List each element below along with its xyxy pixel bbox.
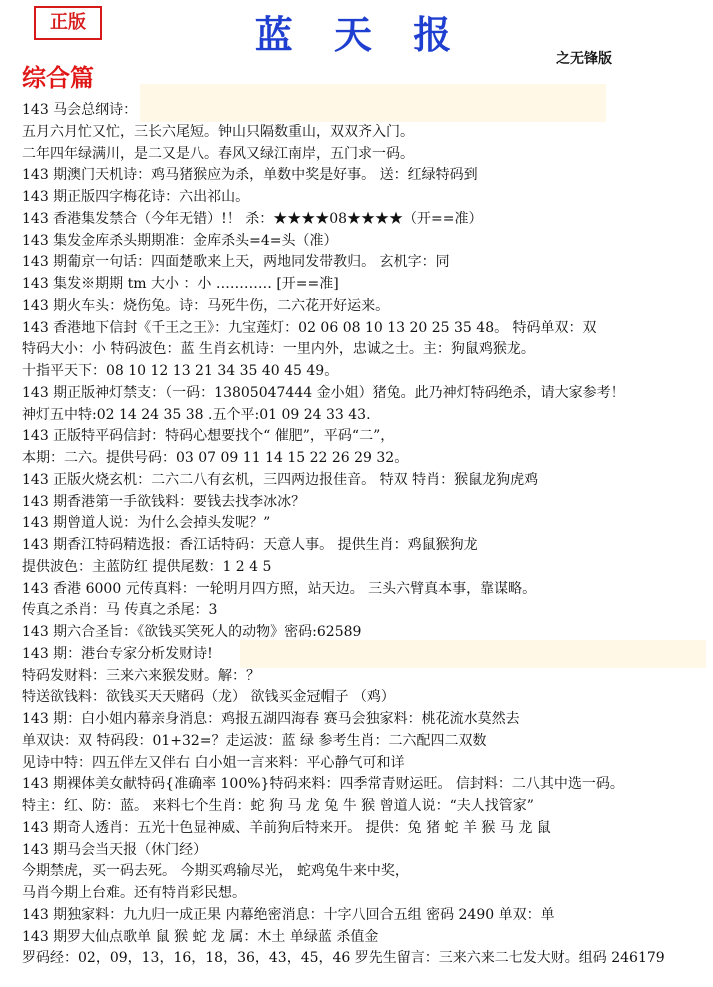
text-line: 提供波色：主蓝防红 提供尾数：1 2 4 5 — [22, 558, 272, 575]
text-line: 特主：红、防：蓝。 来料七个生肖：蛇 狗 马 龙 兔 牛 猴 曾道人说：“夫人找管家” — [22, 798, 534, 814]
text-line: 143 期奇人透肖：五光十色显神威、羊前狗后特来开。 提供：兔 猪 蛇 羊 猴 马 龙 鼠 — [22, 819, 551, 836]
text-line: 单双诀：双 特码段：01+32=？走运波：蓝 绿 参考生肖：二六配四二双数 — [22, 732, 487, 749]
text-line: 143 正版火烧玄机：二六二八有玄机，三四两边报佳音。 特双 特肖：猴鼠龙狗虎鸡 — [22, 471, 539, 488]
text-line: 143 香港 6000 元传真料：一轮明月四方照，站天边。 三头六臂真本事，靠谋略。 — [22, 580, 537, 597]
text-line: 143 马会总纲诗： — [22, 102, 138, 118]
text-line: 143 期澳门天机诗：鸡马猪猴应为杀，单数中奖是好事。 送：红绿特码到 — [22, 167, 478, 184]
text-line: 特码大小：小 特码波色：蓝 生肖玄机诗：一里内外，忠诚之士。主：狗鼠鸡猴龙。 — [22, 341, 535, 358]
text-line: 神灯五中特:02 14 24 35 38 .五个平:01 09 24 33 43. — [22, 406, 371, 423]
text-line: 143 集发※期期 tm 大小 ：小 ………… [开==准] — [22, 276, 339, 292]
text-line: 罗码经：02，09，13，16，18，36，43，45，46 罗先生留言：三来六来二七发大财。组码 246179 — [22, 950, 665, 967]
text-line: 143 期马会当天报（休门经） — [22, 841, 208, 858]
text-line: 143 期罗大仙点歌单 鼠 猴 蛇 龙 属：木土 单绿蓝 杀值金 — [22, 928, 379, 945]
text-line: 143 期六合圣旨：《欲钱买笑死人的动物》密码:62589 — [22, 624, 362, 640]
text-line: 二年四年绿满川，是二又是八。春风又绿江南岸，五门求一码。 — [22, 145, 414, 162]
text-line: 今期禁虎，买一码去死。 今期买鸡输尽光， 蛇鸡兔牛来中奖， — [22, 863, 409, 880]
text-line: 本期：二六。提供号码：03 07 09 11 14 15 22 26 29 32。 — [22, 450, 409, 466]
text-line: 143 集发金库杀头期期准：金库杀头=4=头（准） — [22, 232, 338, 249]
text-line: 143 期：白小姐内幕亲身消息：鸡报五湖四海春 赛马会独家料：桃花流水莫然去 — [22, 711, 520, 727]
text-line: 143 期正版神灯禁支：（一码：13805047444 金小姐）猪兔。此乃神灯特码绝杀，请大家参考！ — [22, 384, 625, 401]
text-line: 143 期独家料：九九归一成正果 内幕绝密消息：十字八回合五组 密码 2490 单双：单 — [22, 906, 555, 923]
page-title: 蓝 天 报 — [254, 12, 466, 57]
text-line: 特码发财料：三来六来猴发财。解：？ — [22, 667, 260, 684]
text-line: 十指平天下：08 10 12 13 21 34 35 40 45 49。 — [22, 363, 339, 379]
text-line: 传真之杀肖：马 传真之杀尾：3 — [22, 602, 218, 619]
text-line: 五月六月忙又忙，三长六尾短。钟山只隔数重山，双双齐入门。 — [22, 123, 414, 140]
text-line: 143 期香江特码精选报：香江话特码：天意人事。 提供生肖：鸡鼠猴狗龙 — [22, 537, 478, 553]
text-line: 143 期香港第一手欲钱料：要钱去找李冰冰？ — [22, 493, 306, 510]
text-line: 143 期裸体美女献特码{准确率 100%}特码来料：四季常青财运旺。 信封料：二八其中选一码。 — [22, 776, 624, 793]
article-body — [22, 100, 706, 970]
edition-label: 之无锋版 — [556, 51, 612, 67]
text-line: 143 香港集发禁合（今年无错）!！ 杀：★★★★08★★★★（开==准） — [22, 210, 483, 227]
text-line: 143 香港地下信封《千王之王》：九宝莲灯：02 06 08 10 13 20 25 35 48。 特码单双：双 — [22, 319, 597, 336]
edition-badge: 正版 — [34, 6, 102, 40]
text-line: 马肖今期上台难。还有特肖彩民想。 — [22, 885, 246, 901]
text-line: 143 期：港台专家分析发财诗! — [22, 645, 213, 662]
section-heading: 综合篇 — [22, 63, 94, 92]
text-line: 143 期正版四字梅花诗：六出祁山。 — [22, 189, 250, 205]
text-line: 143 正版特平码信封：特码心想要找个“ 催肥”，平码“二”， — [22, 428, 395, 445]
text-line: 143 期葡京一句话：四面楚歌来上天，两地同发带教归。 玄机字：同 — [22, 254, 450, 271]
text-line: 143 期火车头：烧伤兔。诗：马死牛伤，二六花开好运来。 — [22, 297, 390, 314]
text-line: 特送欲钱料：欲钱买天天赌码（龙） 欲钱买金冠帽子 （鸡） — [22, 689, 395, 706]
text-line: 143 期曾道人说：为什么会掉头发呢？” — [22, 515, 271, 532]
text-line: 见诗中特：四五伴左又伴右 白小姐一言来料：平心静气可和详 — [22, 754, 405, 771]
